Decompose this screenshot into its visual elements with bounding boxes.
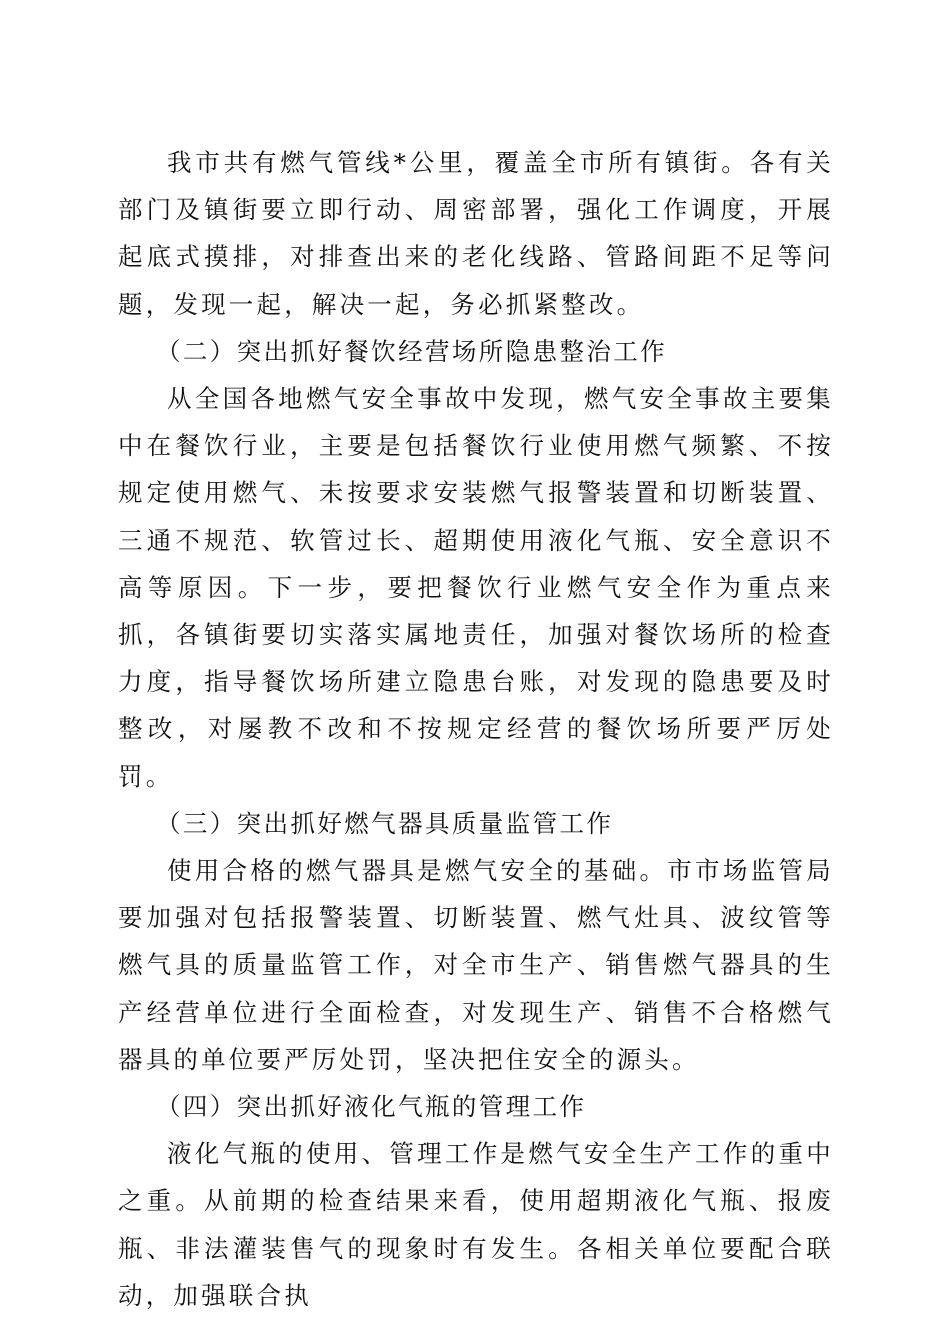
heading-catering-hazards: （二）突出抓好餐饮经营场所隐患整治工作 (155, 336, 668, 366)
heading-appliance-quality: （三）突出抓好燃气器具质量监管工作 (155, 808, 614, 838)
paragraph-pipeline-rectification: 我市共有燃气管线*公里，覆盖全市所有镇街。各有关部门及镇街要立即行动、周密部署，强化工作调度，开展起底式摸排，对排查出来的老化线路、管路间距不足等问题，发现一起，解决一起，务必抓紧整改。 (118, 148, 834, 319)
document-body (118, 139, 834, 1319)
heading-lpg-cylinders: （四）突出抓好液化气瓶的管理工作 (155, 1092, 587, 1122)
paragraph-appliance-quality: 使用合格的燃气器具是燃气安全的基础。市市场监管局要加强对包括报警装置、切断装置、燃气灶具、波纹管等燃气具的质量监管工作，对全市生产、销售燃气器具的生产经营单位进行全面检查，对发现生产、销售不合格燃气器具的单位要严厉处罚，坚决把住安全的源头。 (118, 856, 834, 1074)
paragraph-catering-hazards: 从全国各地燃气安全事故中发现，燃气安全事故主要集中在餐饮行业，主要是包括餐饮行业使用燃气频繁、不按规定使用燃气、未按要求安装燃气报警装置和切断装置、三通不规范、软管过长、超期使用液化气瓶、安全意识不高等原因。下一步，要把餐饮行业燃气安全作为重点来抓，各镇街要切实落实属地责任，加强对餐饮场所的检查力度，指导餐饮场所建立隐患台账，对发现的隐患要及时整改，对屡教不改和不按规定经营的餐饮场所要严厉处罚。 (118, 384, 834, 791)
paragraph-lpg-cylinders: 液化气瓶的使用、管理工作是燃气安全生产工作的重中之重。从前期的检查结果来看，使用超期液化气瓶、报废瓶、非法灌装售气的现象时有发生。各相关单位要配合联动，加强联合执 (118, 1139, 834, 1310)
